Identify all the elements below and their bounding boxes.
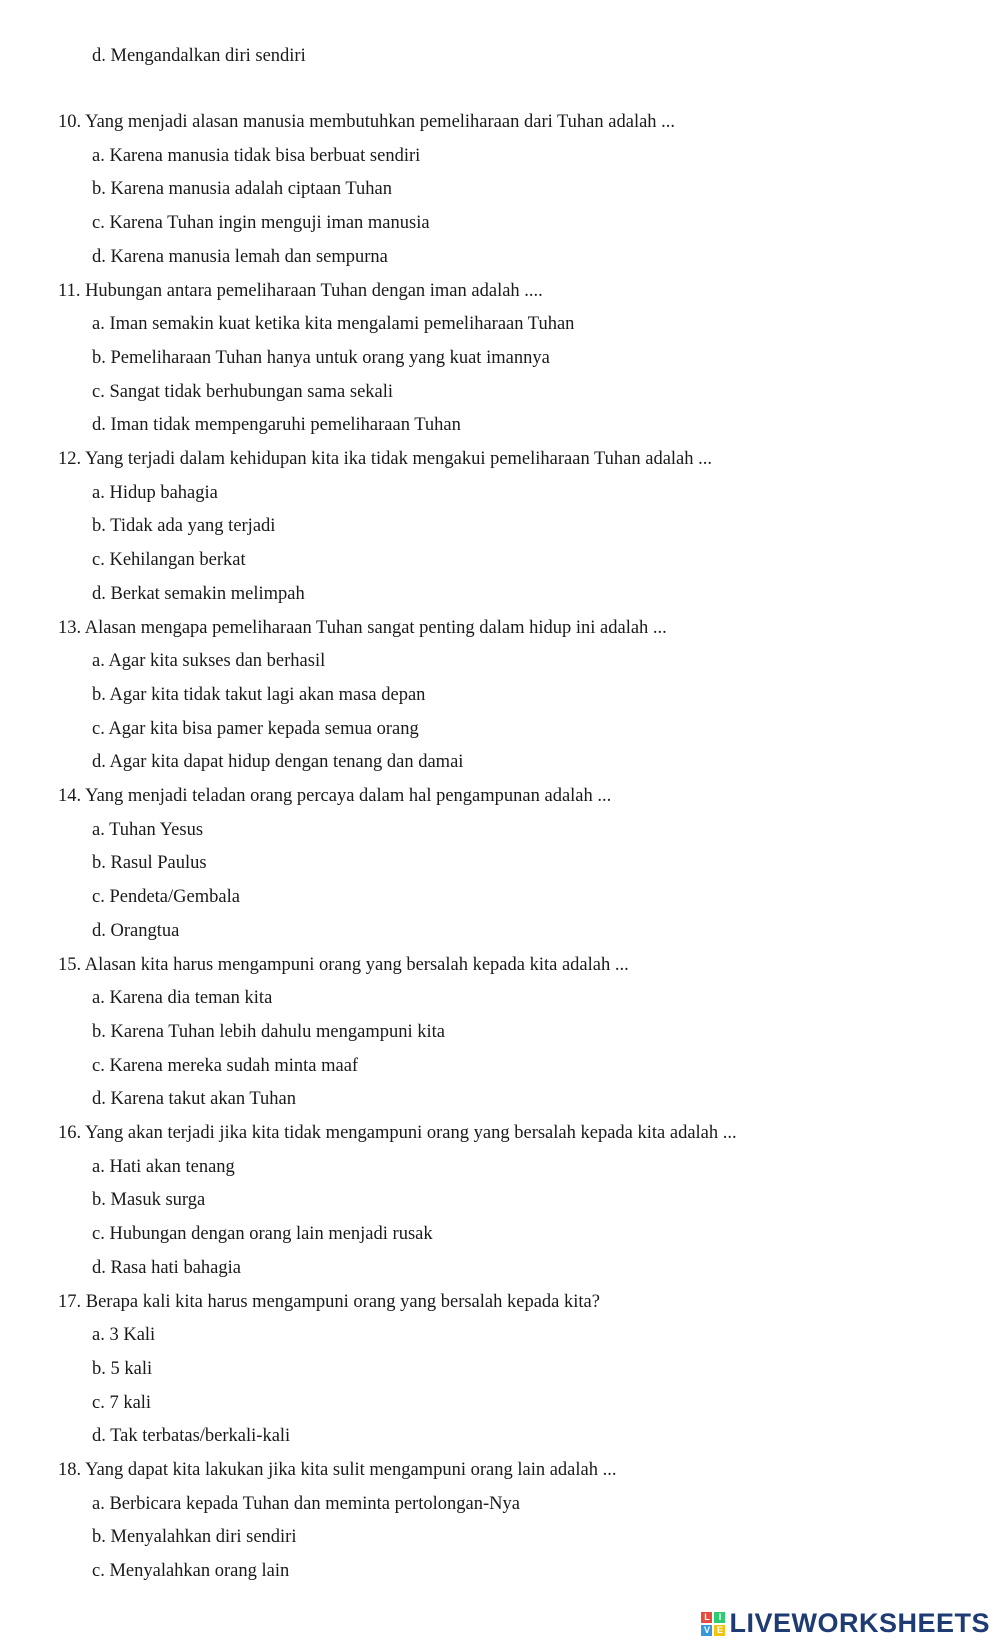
logo-tile: I <box>714 1612 725 1623</box>
question-text: 11. Hubungan antara pemeliharaan Tuhan dengan iman adalah .... <box>58 280 543 301</box>
answer-option: a. Karena manusia tidak bisa berbuat sendiri <box>92 145 421 166</box>
answer-option: c. Karena mereka sudah minta maaf <box>92 1055 359 1076</box>
answer-option: c. Menyalahkan orang lain <box>92 1561 290 1582</box>
answer-option: a. Agar kita sukses dan berhasil <box>92 651 326 672</box>
answer-option: a. Iman semakin kuat ketika kita mengalami pemeliharaan Tuhan <box>92 314 575 335</box>
question-text: 13. Alasan mengapa pemeliharaan Tuhan sangat penting dalam hidup ini adalah ... <box>58 617 667 638</box>
answer-option: b. Masuk surga <box>92 1190 206 1211</box>
answer-option: c. Kehilangan berkat <box>92 550 246 571</box>
answer-option: d. Karena takut akan Tuhan <box>92 1089 296 1110</box>
answer-option: c. Agar kita bisa pamer kepada semua orang <box>92 718 419 739</box>
question-text: 10. Yang menjadi alasan manusia membutuhkan pemeliharaan dari Tuhan adalah ... <box>58 112 676 132</box>
answer-option: b. Karena manusia adalah ciptaan Tuhan <box>92 179 393 200</box>
logo-tile: E <box>714 1625 725 1636</box>
question-text: 12. Yang terjadi dalam kehidupan kita ika tidak mengakui pemeliharaan Tuhan adalah ... <box>58 449 713 469</box>
logo-tile: L <box>701 1612 712 1623</box>
logo-tile: V <box>701 1625 712 1636</box>
answer-option: d. Agar kita dapat hidup dengan tenang dan damai <box>92 752 464 773</box>
liveworksheets-logo <box>701 1608 990 1639</box>
question-text: 15. Alasan kita harus mengampuni orang yang bersalah kepada kita adalah ... <box>58 954 629 975</box>
question-text: 18. Yang dapat kita lakukan jika kita sulit mengampuni orang lain adalah ... <box>58 1460 617 1480</box>
answer-option: a. Karena dia teman kita <box>92 988 273 1009</box>
answer-option: d. Rasa hati bahagia <box>92 1257 241 1278</box>
answer-option: d. Mengandalkan diri sendiri <box>92 46 306 66</box>
answer-option: b. Pemeliharaan Tuhan hanya untuk orang yang kuat imannya <box>92 347 550 368</box>
answer-option: d. Iman tidak mempengaruhi pemeliharaan Tuhan <box>92 415 461 436</box>
answer-option: b. Rasul Paulus <box>92 853 207 874</box>
question-text: 16. Yang akan terjadi jika kita tidak mengampuni orang yang bersalah kepada kita adalah ... <box>58 1123 737 1143</box>
answer-option: d. Berkat semakin melimpah <box>92 583 305 604</box>
logo-text: LIVEWORKSHEETS <box>729 1608 990 1638</box>
answer-option: a. 3 Kali <box>92 1325 156 1346</box>
answer-option: b. Tidak ada yang terjadi <box>92 516 276 537</box>
question-text: 17. Berapa kali kita harus mengampuni orang yang bersalah kepada kita? <box>58 1291 600 1312</box>
logo-mark-icon <box>701 1612 725 1636</box>
answer-option: b. Menyalahkan diri sendiri <box>92 1527 297 1548</box>
answer-option: d. Karena manusia lemah dan sempurna <box>92 246 388 267</box>
answer-option: c. Karena Tuhan ingin menguji iman manusia <box>92 213 430 234</box>
answer-option: d. Tak terbatas/berkali-kali <box>92 1426 291 1447</box>
answer-option: b. 5 kali <box>92 1358 153 1379</box>
answer-option: a. Hati akan tenang <box>92 1156 235 1177</box>
answer-option: a. Tuhan Yesus <box>92 819 204 840</box>
answer-option: b. Agar kita tidak takut lagi akan masa depan <box>92 684 426 705</box>
answer-option: c. Pendeta/Gembala <box>92 887 240 908</box>
answer-option: a. Hidup bahagia <box>92 482 218 503</box>
answer-option: c. Hubungan dengan orang lain menjadi rusak <box>92 1224 433 1245</box>
answer-option: c. Sangat tidak berhubungan sama sekali <box>92 381 394 402</box>
answer-option: c. 7 kali <box>92 1392 152 1413</box>
answer-option: d. Orangtua <box>92 920 180 941</box>
answer-option: a. Berbicara kepada Tuhan dan meminta pertolongan-Nya <box>92 1493 520 1514</box>
answer-option: b. Karena Tuhan lebih dahulu mengampuni kita <box>92 1021 445 1042</box>
question-text: 14. Yang menjadi teladan orang percaya dalam hal pengampunan adalah ... <box>58 786 612 806</box>
